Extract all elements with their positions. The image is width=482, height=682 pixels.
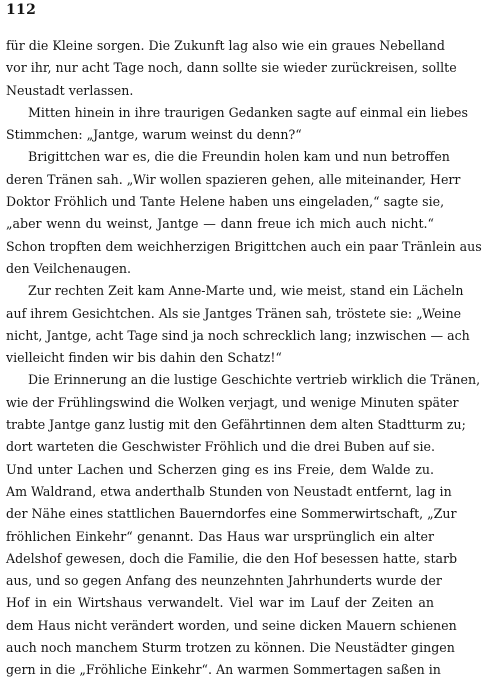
text-line: Doktor Fröhlich und Tante Helene haben uns eingeladen,“ sagte sie, bbox=[6, 194, 445, 210]
page-number: 112 bbox=[6, 2, 37, 18]
text-line: vielleicht finden wir bis dahin den Schatz!“ bbox=[6, 350, 282, 366]
text-line: Die Erinnerung an die lustige Geschichte vertrieb wirklich die Tränen, bbox=[28, 372, 481, 388]
text-line: „aber wenn du weinst, Jantge — dann freue ich mich auch nicht.“ bbox=[6, 216, 434, 232]
text-line: auf ihrem Gesichtchen. Als sie Jantges Tränen sah, tröstete sie: „Weine bbox=[6, 305, 462, 321]
text-line: dem Haus nicht verändert worden, und seine dicken Mauern schienen bbox=[6, 617, 457, 633]
text-line: fröhlichen Einkehr“ genannt. Das Haus war ursprünglich ein alter bbox=[6, 528, 434, 544]
text-line: Mitten hinein in ihre traurigen Gedanken sagte auf einmal ein liebes bbox=[28, 104, 468, 120]
text-line: Hof in ein Wirtshaus verwandelt. Viel war im Lauf der Zeiten an bbox=[6, 595, 434, 611]
text-line: gern in die „Fröhliche Einkehr“. An warmen Sommertagen saßen in bbox=[6, 662, 441, 678]
text-line: Schon tropften dem weichherzigen Brigittchen auch ein paar Tränlein aus bbox=[6, 238, 482, 254]
text-line: trabte Jantge ganz lustig mit den Gefährtinnen dem alten Stadtturm zu; bbox=[6, 417, 466, 433]
text-line: vor ihr, nur acht Tage noch, dann sollte sie wieder zurückreisen, sollte bbox=[6, 60, 457, 76]
text-line: Stimmchen: „Jantge, warum weinst du denn?“ bbox=[6, 127, 302, 143]
text-line: Am Waldrand, etwa anderthalb Stunden von Neustadt entfernt, lag in bbox=[6, 483, 452, 499]
text-line: nicht, Jantge, acht Tage sind ja noch schrecklich lang; inzwischen — ach bbox=[6, 327, 470, 343]
text-line: dort warteten die Geschwister Fröhlich und die drei Buben auf sie. bbox=[6, 439, 435, 455]
text-line: wie der Frühlingswind die Wolken verjagt, und wenige Minuten später bbox=[6, 394, 459, 410]
text-line: Und unter Lachen und Scherzen ging es ins Freie, dem Walde zu. bbox=[6, 461, 434, 477]
text-line: auch noch manchem Sturm trotzen zu können. Die Neustädter gingen bbox=[6, 640, 455, 656]
text-line: der Nähe eines stattlichen Bauerndorfes eine Sommerwirtschaft, „Zur bbox=[6, 506, 457, 522]
body-text bbox=[6, 35, 482, 682]
text-line: den Veilchenaugen. bbox=[6, 260, 132, 276]
text-line: Brigittchen war es, die die Freundin holen kam und nun betroffen bbox=[28, 149, 450, 165]
text-line: Neustadt verlassen. bbox=[6, 82, 134, 98]
text-line: Adelshof gewesen, doch die Familie, die den Hof besessen hatte, starb bbox=[6, 550, 458, 566]
text-line: Zur rechten Zeit kam Anne-Marte und, wie meist, stand ein Lächeln bbox=[28, 283, 464, 299]
text-line: deren Tränen sah. „Wir wollen spazieren gehen, alle miteinander, Herr bbox=[6, 171, 461, 187]
text-line: für die Kleine sorgen. Die Zukunft lag also wie ein graues Nebelland bbox=[6, 38, 445, 53]
text-line: aus, und so gegen Anfang des neunzehnten Jahrhunderts wurde der bbox=[6, 573, 442, 589]
